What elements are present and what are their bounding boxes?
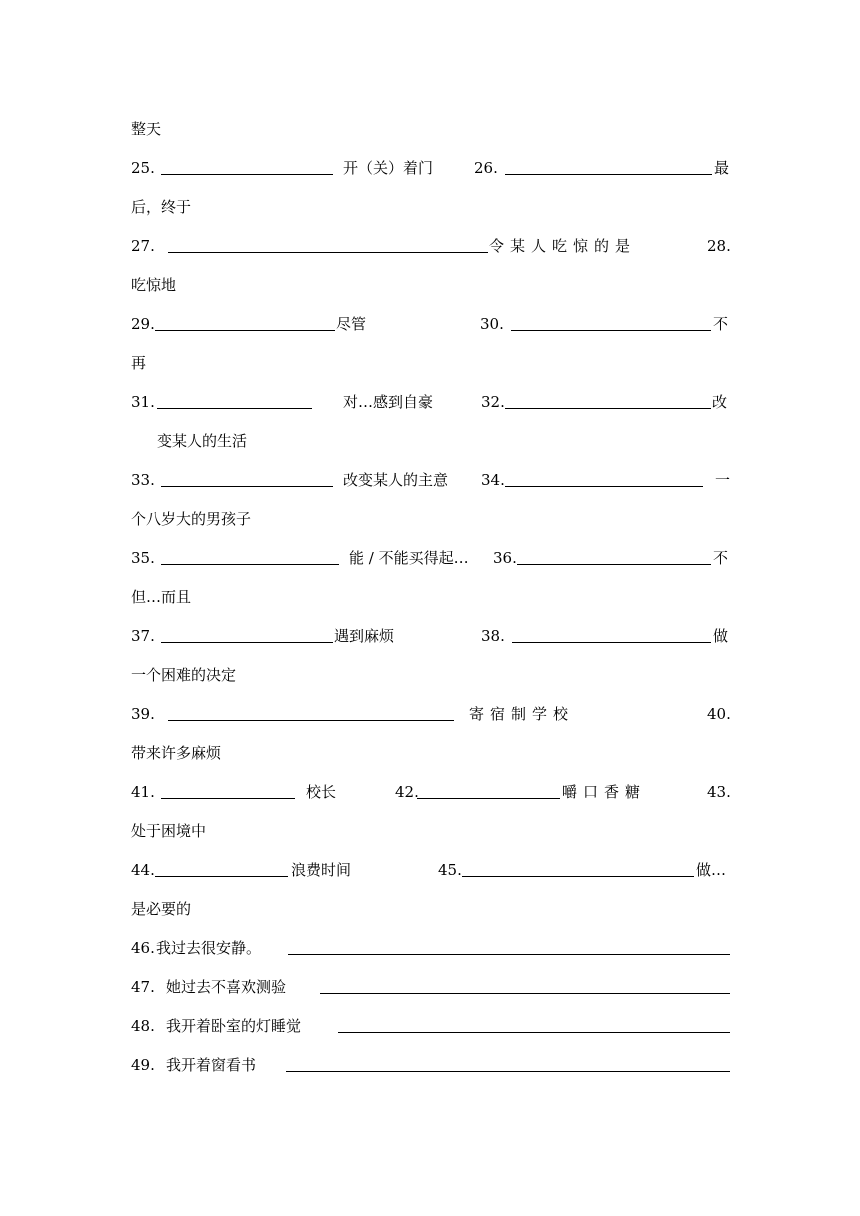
text-line <box>131 508 730 530</box>
item-number: 46. <box>131 939 155 957</box>
exercise-row-35-36 <box>131 547 730 569</box>
line-text: 个八岁大的男孩子 <box>131 510 252 528</box>
item-prompt: 最 <box>714 159 730 177</box>
translation-row-49 <box>131 1054 730 1076</box>
exercise-row-31-32 <box>131 391 730 413</box>
exercise-row-41-43 <box>131 781 730 803</box>
answer-blank[interactable] <box>320 993 730 994</box>
answer-blank[interactable] <box>168 720 454 721</box>
item-number: 42. <box>395 783 419 801</box>
item-number: 38. <box>481 627 505 645</box>
answer-blank[interactable] <box>157 408 312 409</box>
answer-blank[interactable] <box>462 876 694 877</box>
item-prompt: 不 <box>713 315 729 333</box>
answer-blank[interactable] <box>168 252 488 253</box>
item-number: 49. <box>131 1056 155 1074</box>
translation-row-46 <box>131 937 730 959</box>
answer-blank[interactable] <box>517 564 711 565</box>
line-text: 是必要的 <box>131 900 192 918</box>
text-line <box>131 430 730 452</box>
line-text: 处于困境中 <box>131 822 207 840</box>
exercise-row-33-34 <box>131 469 730 491</box>
exercise-row-39-40 <box>131 703 730 725</box>
answer-blank[interactable] <box>338 1032 730 1033</box>
item-prompt: 对…感到自豪 <box>343 393 434 411</box>
line-text: 但…而且 <box>131 588 192 606</box>
answer-blank[interactable] <box>286 1071 730 1072</box>
answer-blank[interactable] <box>161 642 333 643</box>
item-prompt: 能 / 不能买得起… <box>349 549 469 567</box>
text-line <box>131 742 730 764</box>
line-text: 后，终于 <box>131 198 192 216</box>
item-number: 28. <box>707 237 731 255</box>
item-number: 40. <box>707 705 731 723</box>
item-prompt: 寄宿制学校 <box>469 705 575 723</box>
answer-blank[interactable] <box>155 876 288 877</box>
answer-blank[interactable] <box>155 330 335 331</box>
line-text: 再 <box>131 354 147 372</box>
sentence-prompt: 我开着卧室的灯睡觉 <box>166 1017 302 1035</box>
item-prompt: 改变某人的主意 <box>343 471 449 489</box>
item-number: 45. <box>438 861 462 879</box>
text-line <box>131 664 730 686</box>
answer-blank[interactable] <box>511 330 711 331</box>
item-number: 34. <box>481 471 505 489</box>
item-prompt: 开（关）着门 <box>343 159 434 177</box>
exercise-row-25-26 <box>131 157 730 179</box>
answer-blank[interactable] <box>161 564 339 565</box>
item-number: 36. <box>493 549 517 567</box>
item-prompt: 改 <box>712 393 728 411</box>
sentence-prompt: 我开着窗看书 <box>166 1056 257 1074</box>
answer-blank[interactable] <box>161 174 333 175</box>
item-number: 39. <box>131 705 155 723</box>
item-number: 29. <box>131 315 155 333</box>
item-number: 27. <box>131 237 155 255</box>
answer-blank[interactable] <box>505 174 712 175</box>
sentence-prompt: 我过去很安静。 <box>156 939 262 957</box>
item-number: 32. <box>481 393 505 411</box>
item-prompt: 嚼口香糖 <box>562 783 647 801</box>
line-text: 一个困难的决定 <box>131 666 237 684</box>
item-number: 30. <box>480 315 504 333</box>
item-prompt: 尽管 <box>336 315 367 333</box>
exercise-row-27-28 <box>131 235 730 257</box>
item-prompt: 校长 <box>306 783 337 801</box>
item-number: 35. <box>131 549 155 567</box>
item-number: 33. <box>131 471 155 489</box>
item-prompt: 做… <box>696 861 727 879</box>
item-number: 25. <box>131 159 155 177</box>
exercise-row-37-38 <box>131 625 730 647</box>
answer-blank[interactable] <box>161 798 295 799</box>
text-line <box>131 352 730 374</box>
item-prompt: 不 <box>713 549 729 567</box>
item-prompt: 遇到麻烦 <box>334 627 395 645</box>
answer-blank[interactable] <box>288 954 730 955</box>
item-number: 26. <box>474 159 498 177</box>
text-line <box>131 820 730 842</box>
line-text: 带来许多麻烦 <box>131 744 222 762</box>
exercise-row-44-45 <box>131 859 730 881</box>
item-prompt: 浪费时间 <box>291 861 352 879</box>
item-number: 48. <box>131 1017 155 1035</box>
item-number: 31. <box>131 393 155 411</box>
item-number: 37. <box>131 627 155 645</box>
answer-blank[interactable] <box>512 642 711 643</box>
sentence-prompt: 她过去不喜欢测验 <box>166 978 287 996</box>
text-line <box>131 118 730 140</box>
exercise-row-29-30 <box>131 313 730 335</box>
line-text: 吃惊地 <box>131 276 177 294</box>
item-prompt: 令某人吃惊的是 <box>489 237 637 255</box>
text-line <box>131 586 730 608</box>
item-number: 43. <box>707 783 731 801</box>
item-number: 41. <box>131 783 155 801</box>
answer-blank[interactable] <box>417 798 560 799</box>
item-prompt: 一 <box>715 471 731 489</box>
translation-row-47 <box>131 976 730 998</box>
answer-blank[interactable] <box>505 486 703 487</box>
text-line <box>131 274 730 296</box>
line-text: 整天 <box>131 120 162 138</box>
text-line <box>131 898 730 920</box>
line-text: 变某人的生活 <box>157 432 248 450</box>
item-number: 44. <box>131 861 155 879</box>
translation-row-48 <box>131 1015 730 1037</box>
item-number: 47. <box>131 978 155 996</box>
answer-blank[interactable] <box>161 486 333 487</box>
answer-blank[interactable] <box>505 408 711 409</box>
item-prompt: 做 <box>713 627 729 645</box>
text-line <box>131 196 730 218</box>
